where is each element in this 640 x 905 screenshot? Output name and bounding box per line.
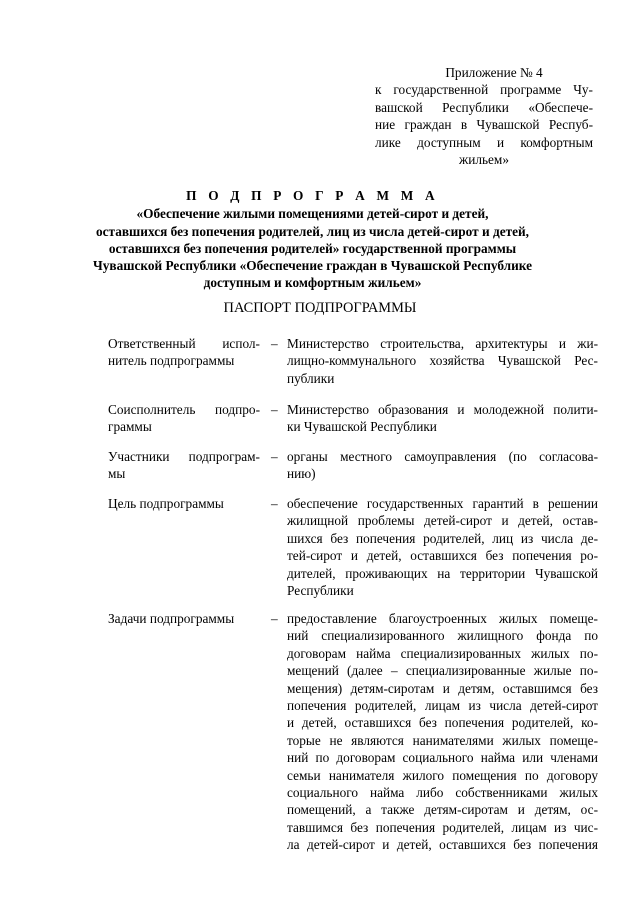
row-value-line: шихся без попечения родителей, лиц из числа де- [287,530,598,546]
appendix-line: жильем» [459,152,509,168]
row-value-line: помещений, а также детям-сиротам и детям, ос- [287,802,598,818]
row-dash: – [271,611,278,626]
row-value-line: семьи нанимателя жилого помещения по договору [287,767,598,783]
appendix-line: лике доступным и комфортным [375,134,593,150]
row-value-line: нию) [287,466,316,482]
row-label [108,448,260,483]
subprogram-name-line: оставшихся без попечения родителей» государственной программы [108,240,517,256]
appendix-line: к государственной программе Чу- [375,82,593,98]
appendix-note [375,64,593,168]
row-value-line: мещений (далее – специализированные жилые по- [287,663,598,679]
row-label-line: Участники подпрограм- [108,449,260,464]
row-label-line: нитель подпрограммы [108,353,235,369]
row-value-line: лищно-коммунального хозяйства Чувашской Рес- [287,353,598,369]
row-label-line: граммы [108,419,152,435]
row-value-line: социального найма либо собственниками жилых [287,785,598,801]
row-label-line: Ответственный испол- [108,336,260,351]
row-dash: – [271,449,278,464]
row-value-line: тавшимся без попечения родителей, лицам из чис- [287,819,598,835]
row-label-line: мы [108,466,126,482]
subprogram-name-line: «Обеспечение жилыми помещениями детей-сирот и детей, [136,206,489,222]
row-value [287,610,598,854]
row-label-line: Соисполнитель подпро- [108,402,260,417]
row-label [108,610,260,627]
row-value-line: Республики [287,583,354,599]
row-value-line: ний специализированного жилищного фонда по [287,628,598,644]
row-value-line: дителей, проживающих на территории Чувашской [287,565,598,581]
row-value-line: жилищной проблемы детей-сирот и детей, остав- [287,513,598,529]
row-label [108,335,260,370]
appendix-line: ние граждан в Чувашской Респуб- [375,117,593,133]
row-value [287,448,598,483]
row-value-line: предоставление благоустроенных жилых помеще- [287,611,598,626]
row-dash: – [271,336,278,351]
row-value-line: и детей, оставшихся без попечения родителей, ко- [287,715,598,731]
row-value-line: торые не являются нанимателями жилых помеще- [287,732,598,748]
row-value [287,401,598,436]
subprogram-heading [90,187,535,292]
row-value [287,495,598,599]
row-value-line: обеспечение государственных гарантий в решении [287,496,598,511]
row-value-line: попечения родителей, лицам из числа детей-сирот [287,698,598,714]
row-value [287,335,598,387]
passport-title: ПАСПОРТ ПОДПРОГРАММЫ [223,300,417,316]
row-label-line: Цель подпрограммы [108,496,224,511]
subprogram-title: П О Д П Р О Г Р А М М А [186,188,439,203]
row-value-line: ла детей-сирот и детей, оставшихся без попечения [287,837,598,853]
row-value-line: Министерство образования и молодежной полити- [287,402,598,417]
row-value-line: ки Чувашской Республики [287,419,437,435]
row-label [108,401,260,436]
row-label-line: Задачи подпрограммы [108,611,235,626]
subprogram-name-line: оставшихся без попечения родителей, лиц из числа детей-сирот и детей, [95,223,530,239]
row-value-line: договорам найма специализированных жилых по- [287,645,598,661]
row-dash: – [271,402,278,417]
row-value-line: публики [287,370,335,386]
appendix-title: Приложение № 4 [445,65,543,80]
row-dash: – [271,496,278,511]
subprogram-name-line: Чувашской Республики «Обеспечение граждан в Чувашской Республике [92,258,533,274]
appendix-line: вашской Республики «Обеспече- [375,99,593,115]
row-label [108,495,260,512]
row-value-line: Министерство строительства, архитектуры и жи- [287,336,598,351]
row-value-line: органы местного самоуправления (по согласова- [287,449,598,464]
subprogram-name-line: доступным и комфортным жильем» [203,275,422,291]
row-value-line: ний по договорам социального найма или членами [287,750,598,766]
row-value-line: тей-сирот и детей, оставшихся без попечения ро- [287,548,598,564]
row-value-line: мещения) детям-сиротам и детям, оставшимся без [287,680,598,696]
